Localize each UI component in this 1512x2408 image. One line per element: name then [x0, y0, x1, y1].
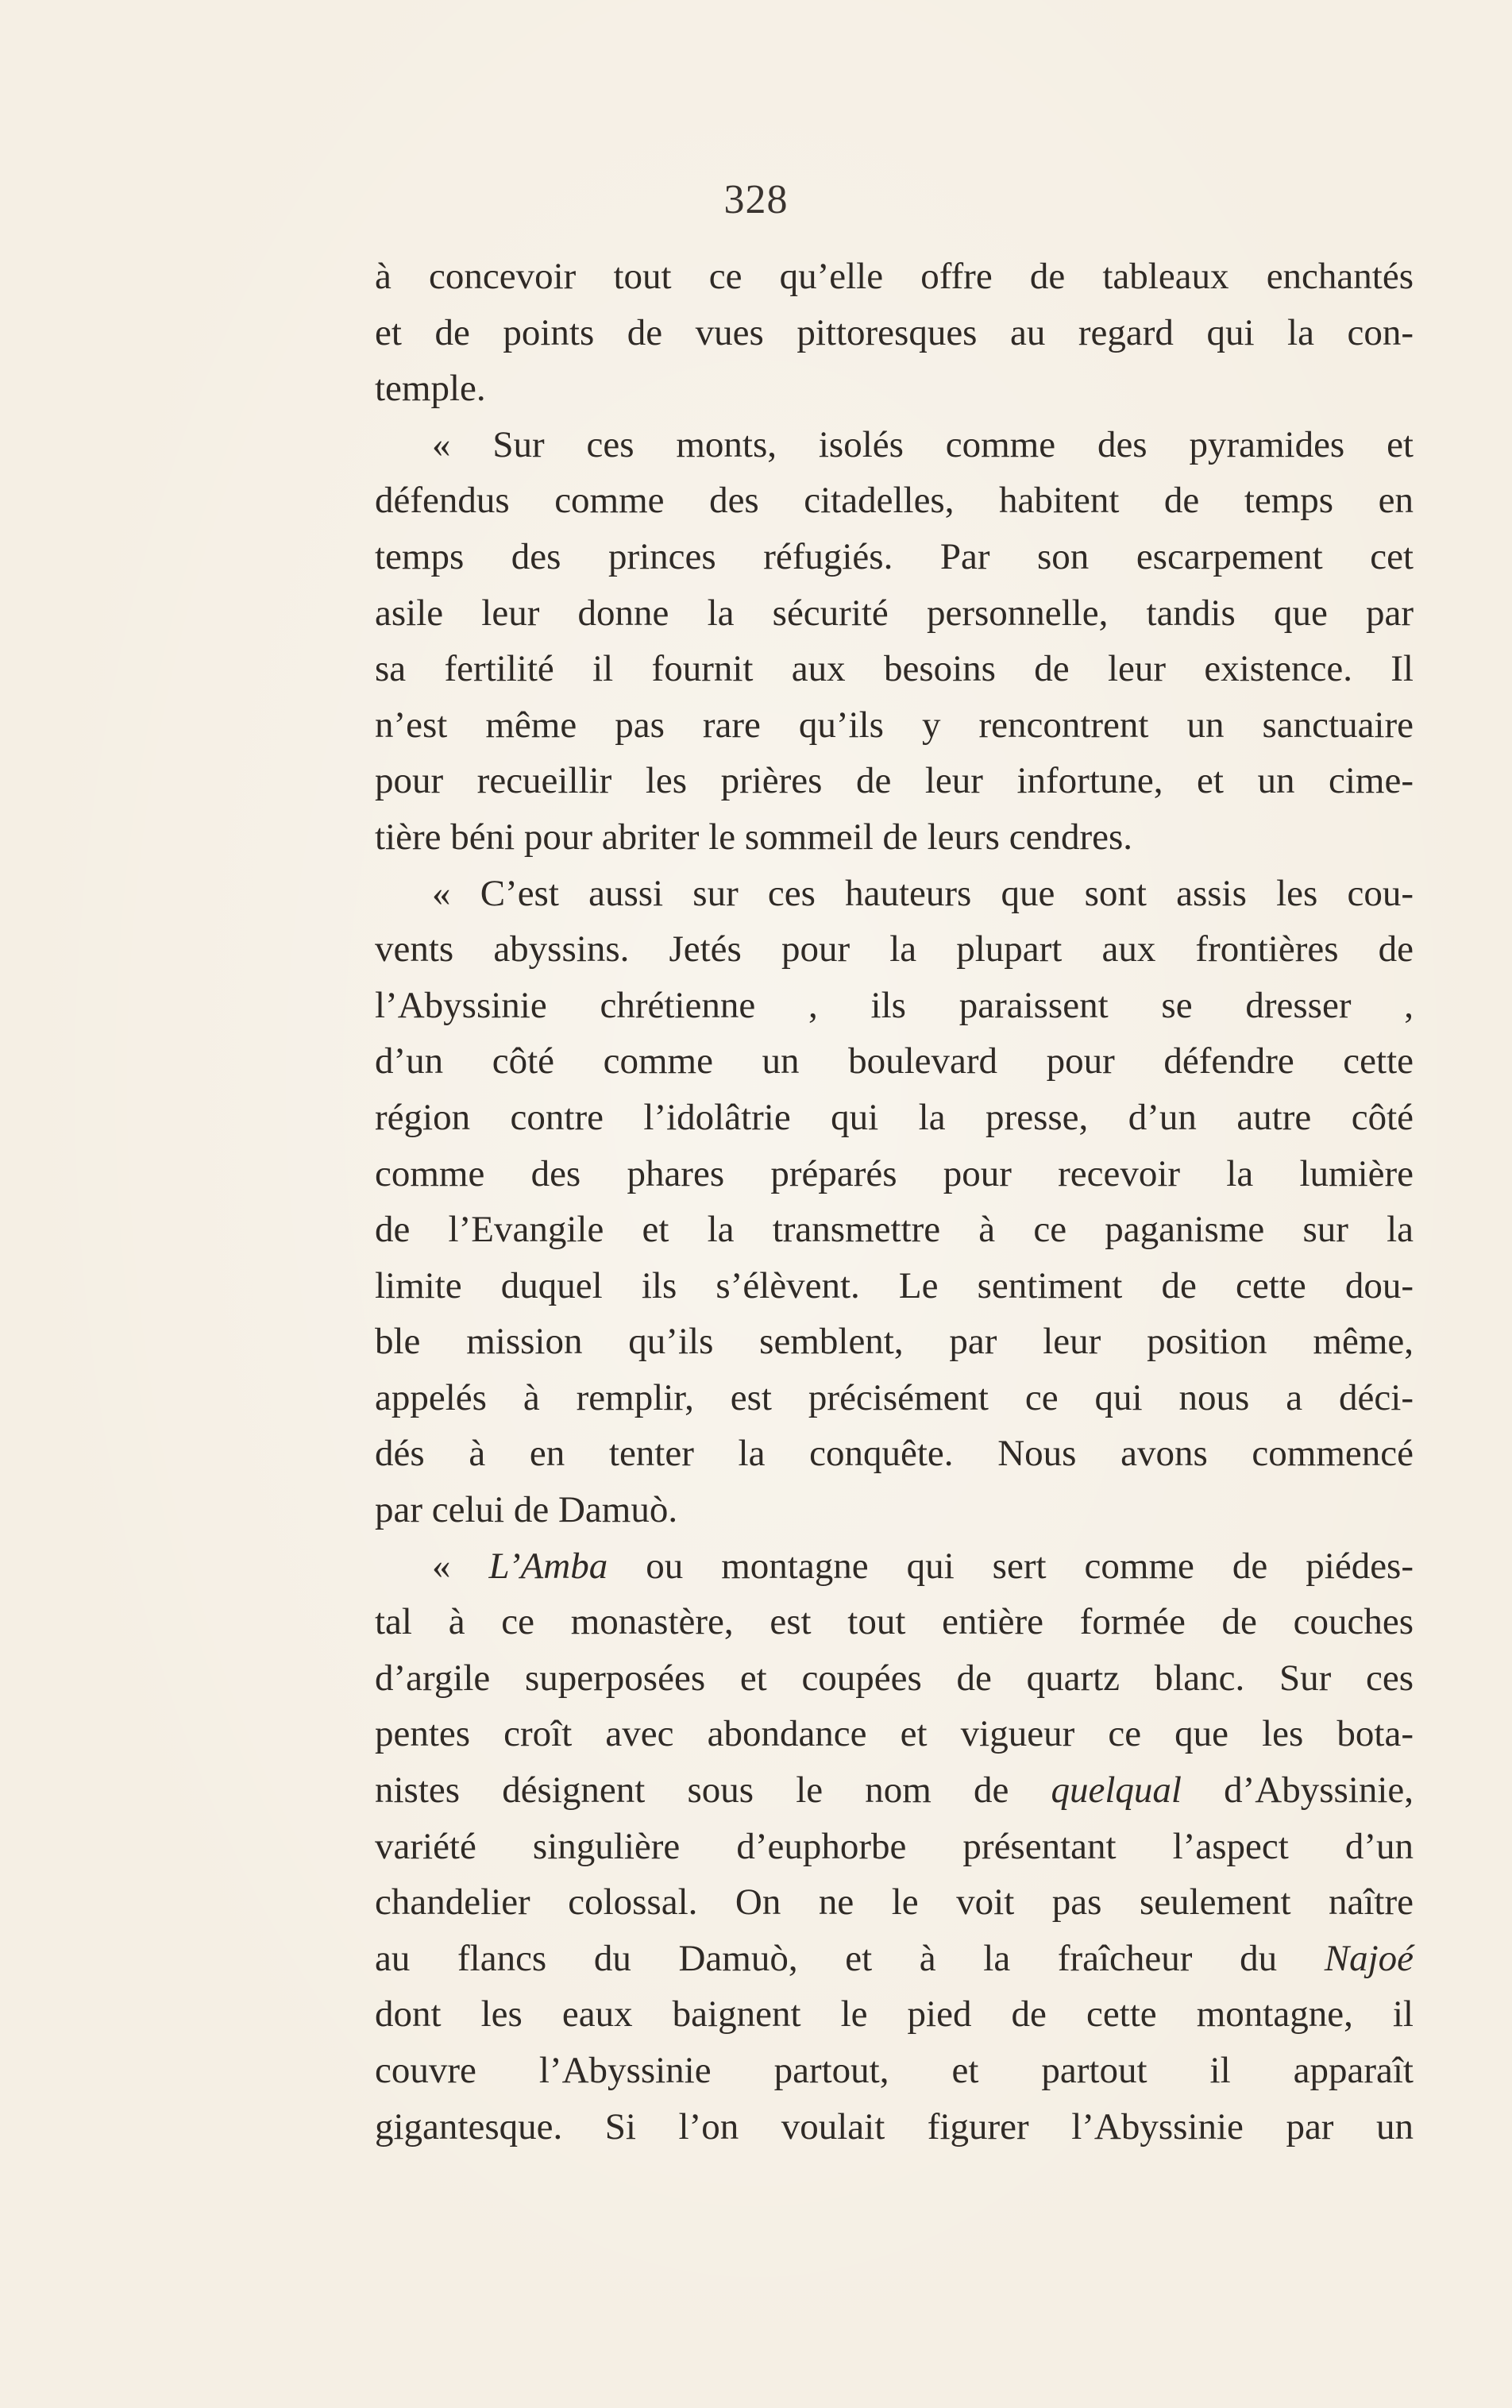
text-line: temps des princes réfugiés. Par son escarpement cet [375, 535, 1414, 577]
text-line: tière béni pour abriter le sommeil de leurs cendres. [375, 816, 1132, 858]
italic-term: Najoé [1324, 1937, 1414, 1979]
text-line: limite duquel ils s’élèvent. Le sentiment de cette dou- [375, 1264, 1414, 1306]
text-line: tal à ce monastère, est tout entière formée de couches [375, 1601, 1414, 1643]
text-line: gigantesque. Si l’on voulait figurer l’Abyssinie par un [375, 2105, 1414, 2148]
text-line: d’un côté comme un boulevard pour défendre cette [375, 1040, 1414, 1082]
text-line: par celui de Damuò. [375, 1489, 678, 1531]
text-line [375, 1538, 1414, 1595]
text-line: d’argile superposées et coupées de quartz blanc. Sur ces [375, 1657, 1414, 1699]
text-line: couvre l’Abyssinie partout, et partout il apparaît [375, 2050, 1414, 2091]
text-line: n’est même pas rare qu’ils y rencontrent un sanctuaire [375, 704, 1414, 746]
text-line: dés à en tenter la conquête. Nous avons commencé [375, 1433, 1414, 1475]
text-line: asile leur donne la sécurité personnelle, tandis que par [375, 592, 1414, 634]
text-line: temple. [375, 368, 486, 410]
text-line: pour recueillir les prières de leur infortune, et un cime- [375, 760, 1414, 802]
text-line: et de points de vues pittoresques au regard qui la con- [375, 311, 1414, 353]
text-run: « [432, 1545, 489, 1587]
text-line: à concevoir tout ce qu’elle offre de tableaux enchantés [375, 256, 1414, 297]
text-line [375, 1762, 1414, 1819]
text-run: ou montagne qui sert comme de piédes- [608, 1545, 1414, 1587]
italic-term: L’Amba [488, 1545, 608, 1587]
text-line: pentes croît avec abondance et vigueur ce que les bota- [375, 1713, 1414, 1755]
text-line: variété singulière d’euphorbe présentant l’aspect d’un [375, 1825, 1414, 1867]
text-line: vents abyssins. Jetés pour la plupart aux frontières de [375, 928, 1414, 971]
text-line: l’Abyssinie chrétienne , ils paraissent se dresser , [375, 984, 1414, 1026]
text-run: d’Abyssinie, [1181, 1769, 1414, 1812]
text-run: nistes désignent sous le nom de [375, 1769, 1051, 1812]
text-line: chandelier colossal. On ne le voit pas seulement naître [375, 1881, 1414, 1924]
page-number: 328 [723, 177, 789, 222]
text-line: ble mission qu’ils semblent, par leur position même, [375, 1321, 1414, 1363]
text-line [375, 1931, 1414, 1987]
body-text [375, 249, 1414, 2155]
text-line: sa fertilité il fournit aux besoins de leur existence. Il [375, 648, 1414, 690]
italic-term: quelqual [1051, 1769, 1182, 1812]
text-line: défendus comme des citadelles, habitent de temps en [375, 480, 1414, 522]
text-line: comme des phares préparés pour recevoir la lumière [375, 1152, 1414, 1194]
text-line: dont les eaux baignent le pied de cette montagne, il [375, 1993, 1414, 2036]
text-line: appelés à remplir, est précisément ce qui nous a déci- [375, 1376, 1414, 1418]
text-line: région contre l’idolâtrie qui la presse, d’un autre côté [375, 1096, 1414, 1138]
text-run: au flancs du Damuò, et à la fraîcheur du [375, 1937, 1325, 1979]
text-line: « C’est aussi sur ces hauteurs que sont assis les cou- [432, 872, 1414, 914]
text-line: « Sur ces monts, isolés comme des pyramides et [432, 423, 1414, 465]
text-line: de l’Evangile et la transmettre à ce paganisme sur la [375, 1209, 1414, 1251]
